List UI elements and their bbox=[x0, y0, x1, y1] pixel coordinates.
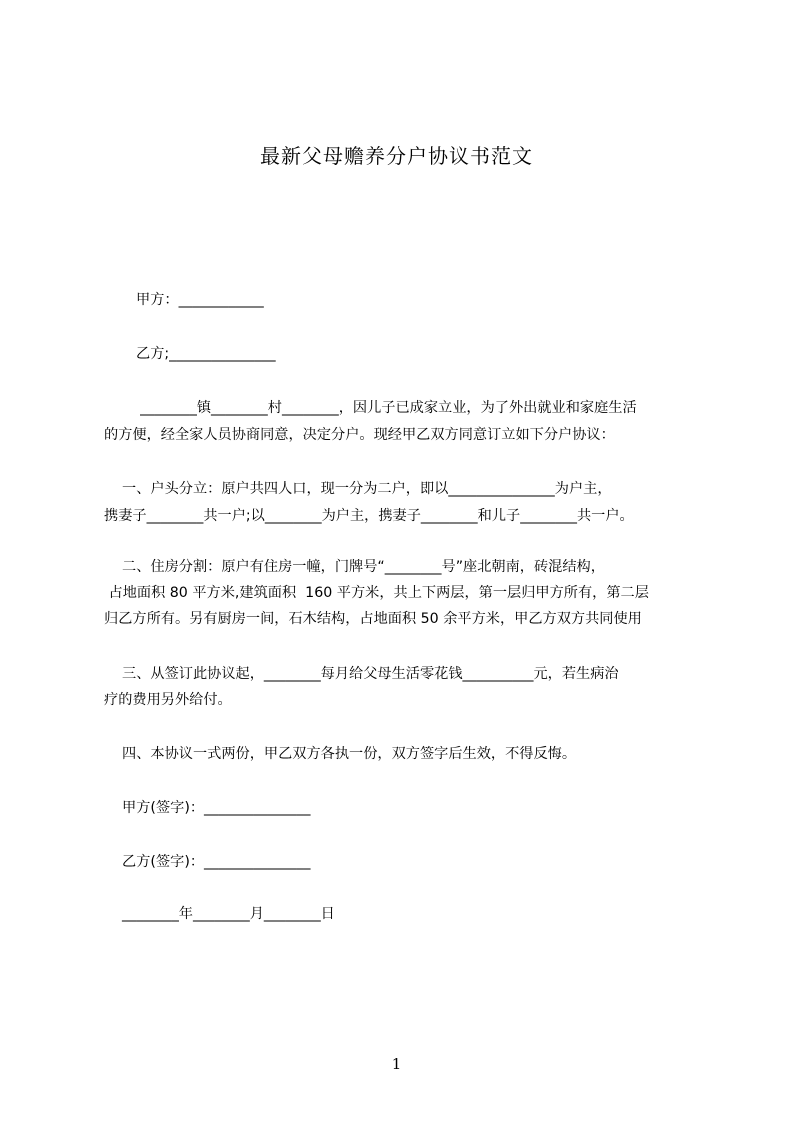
clause-3-line-1: 三、从签订此协议起，________每月给父母生活零花钱__________元，若生病治 bbox=[104, 666, 619, 682]
clause-4-line: 四、本协议一式两份，甲乙双方各执一份，双方签字后生效，不得反悔。 bbox=[104, 746, 577, 762]
intro-line-1: ________镇________村________，因儿子已成家立业，为了外出就业和家庭生活 bbox=[104, 400, 637, 416]
document-title: 最新父母赡养分户协议书范文 bbox=[260, 144, 533, 168]
party-a-signature-line: 甲方(签字)：_______________ bbox=[104, 800, 311, 816]
intro-line-2: 的方便，经全家人员协商同意，决定分户。现经甲乙双方同意订立如下分户协议： bbox=[104, 427, 615, 443]
clause-2-line-1: 二、住房分割：原户有住房一幢，门牌号“________号”座北朝南，砖混结构， bbox=[104, 559, 605, 575]
page-number: 1 bbox=[391, 1055, 402, 1073]
party-b-signature-line: 乙方(签字)：_______________ bbox=[104, 854, 311, 870]
party-b-line: 乙方;_______________ bbox=[136, 346, 276, 362]
clause-1-line-2: 携妻子________共一户;以________为户主，携妻子________和儿子________共一户。 bbox=[104, 508, 634, 524]
clause-1-line-1: 一、户头分立：原户共四人口，现一分为二户，即以_______________为户主， bbox=[104, 481, 612, 497]
clause-2-line-3: 归乙方所有。另有厨房一间，石木结构，占地面积 50 余平方米，甲乙方双方共同使用 bbox=[104, 611, 642, 627]
date-line: ________年________月________日 bbox=[104, 906, 335, 922]
clause-2-line-2: 占地面积 80 平方米,建筑面积 160 平方米，共上下两层，第一层归甲方所有，第二层 bbox=[104, 585, 649, 601]
party-a-line: 甲方：____________ bbox=[136, 292, 264, 308]
clause-3-line-2: 疗的费用另外给付。 bbox=[104, 692, 232, 708]
